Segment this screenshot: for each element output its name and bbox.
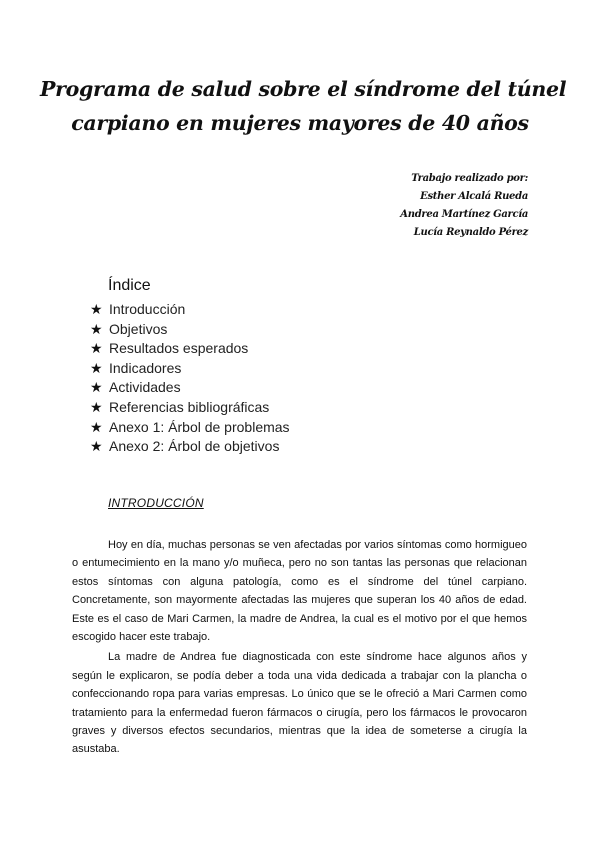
index-item-label: Objetivos <box>109 320 168 337</box>
index-item <box>90 437 290 457</box>
index-item <box>90 300 290 320</box>
index-item-label: Anexo 2: Árbol de objetivos <box>109 438 280 455</box>
index-item <box>90 359 290 379</box>
index-item <box>90 398 290 418</box>
star-icon: ★ <box>90 340 103 357</box>
index-item-label: Introducción <box>109 301 186 317</box>
authors-block <box>400 170 528 242</box>
introduction-paragraph: Hoy en día, muchas personas se ven afectadas por varios síntomas como hormigueo o entumecimiento en la mano y/o muñeca, pero no son tantas las personas que relacionan estos síntomas con alguna patología, como es el síndrome del túnel carpiano. Concretamente, son mayormente afectadas las mujeres que superan los 40 años de edad. Este es el caso de Mari Carmen, la madre de Andrea, la cual es el motivo por el que hemos escogido hacer este trabajo. <box>72 539 527 644</box>
index-item <box>90 320 290 340</box>
star-icon: ★ <box>90 379 103 396</box>
index-item <box>90 378 290 398</box>
introduction-paragraph: La madre de Andrea fue diagnosticada con este síndrome hace algunos años y según le explicaron, se podía deber a toda una vida dedicada a trabajar con la plancha o confeccionando ropa para varias empresas. Lo único que se le ofreció a Mari Carmen como tratamiento para la enfermedad fueron fármacos o cirugía, pero los fármacos le provocaron graves y diversos efectos secundarios, mientras que la idea de someterse a cirugía la asustaba. <box>72 651 527 756</box>
author-name: Esther Alcalá Rueda <box>420 191 528 202</box>
star-icon: ★ <box>90 418 103 435</box>
index-item-label: Anexo 1: Árbol de problemas <box>109 418 290 435</box>
index-item-label: Actividades <box>109 379 181 396</box>
star-icon: ★ <box>90 320 103 337</box>
title-line-2: carpiano en mujeres mayores de 40 años <box>71 111 529 135</box>
introduction-body <box>72 536 527 761</box>
title-line-1: Programa de salud sobre el síndrome del túnel <box>40 77 567 101</box>
index-item-label: Resultados esperados <box>109 340 249 357</box>
star-icon: ★ <box>90 301 103 317</box>
index-item <box>90 418 290 438</box>
star-icon: ★ <box>90 438 103 455</box>
index-item-label: Referencias bibliográficas <box>109 398 270 415</box>
author-name: Lucía Reynaldo Pérez <box>413 227 528 238</box>
index-item-label: Indicadores <box>109 359 182 376</box>
index-list <box>90 300 290 457</box>
star-icon: ★ <box>90 359 103 376</box>
authors-label: Trabajo realizado por: <box>411 173 528 184</box>
introduction-heading: INTRODUCCIÓN <box>108 496 204 510</box>
index-item <box>90 339 290 359</box>
author-name: Andrea Martínez García <box>400 209 528 220</box>
index-title: Índice <box>108 277 151 294</box>
star-icon: ★ <box>90 398 103 415</box>
document-title <box>40 72 567 140</box>
